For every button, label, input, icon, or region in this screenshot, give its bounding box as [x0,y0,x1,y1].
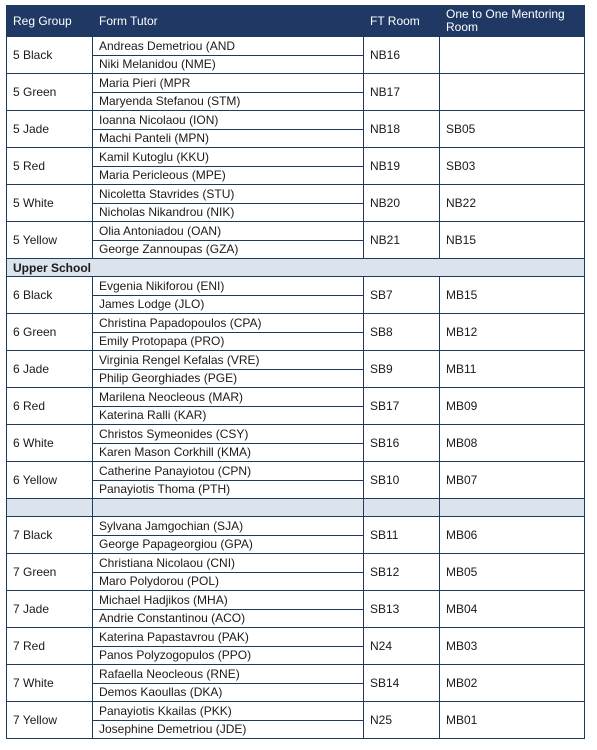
ft-room-cell: SB14 [364,665,440,702]
reg-group-cell: 5 Jade [7,111,93,148]
form-tutor-cell: Maria Pericleous (MPE) [93,166,364,185]
form-tutor-cell: George Papageorgiou (GPA) [93,535,364,554]
table-row [7,628,585,647]
ft-room-cell: SB12 [364,554,440,591]
reg-group-cell: 6 Red [7,388,93,425]
form-tutor-cell: Nicholas Nikandrou (NIK) [93,203,364,222]
form-tutor-cell: Christos Symeonides (CSY) [93,425,364,444]
reg-group-cell: 7 Black [7,517,93,554]
form-tutor-cell: Evgenia Nikiforou (ENI) [93,277,364,296]
form-tutor-cell: Marilena Neocleous (MAR) [93,388,364,407]
table-row [7,148,585,167]
mentoring-room-cell: MB01 [440,702,585,739]
table-row [7,591,585,610]
header-form-tutor: Form Tutor [93,6,364,37]
table-row [7,554,585,573]
reg-group-cell: 5 Black [7,37,93,74]
mentoring-room-cell: NB15 [440,222,585,259]
table-row [7,517,585,536]
form-tutor-cell: Philip Georghiades (PGE) [93,369,364,388]
table-row [7,222,585,241]
reg-group-cell: 5 Yellow [7,222,93,259]
reg-group-cell: 6 Black [7,277,93,314]
ft-room-cell: SB10 [364,462,440,499]
mentoring-room-cell: MB04 [440,591,585,628]
mentoring-room-cell: MB09 [440,388,585,425]
header-mentoring-room: One to One Mentoring Room [440,6,585,37]
form-tutor-cell: Andrie Constantinou (ACO) [93,609,364,628]
mentoring-room-cell: MB03 [440,628,585,665]
section-label-upper-school: Upper School [7,259,585,277]
section-row [7,259,585,277]
mentoring-room-cell [440,37,585,74]
mentoring-room-cell: MB05 [440,554,585,591]
table-row [7,665,585,684]
blank-cell [440,499,585,517]
mentoring-room-cell: SB05 [440,111,585,148]
form-groups-table [6,5,585,739]
table-row [7,425,585,444]
table-row [7,388,585,407]
blank-cell [364,499,440,517]
table-row [7,277,585,296]
reg-group-cell: 5 White [7,185,93,222]
mentoring-room-cell: MB12 [440,314,585,351]
ft-room-cell: SB9 [364,351,440,388]
ft-room-cell: NB19 [364,148,440,185]
mentoring-room-cell: MB06 [440,517,585,554]
mentoring-room-cell: MB08 [440,425,585,462]
mentoring-room-cell: NB22 [440,185,585,222]
blank-separator-row [7,499,585,517]
form-tutor-cell: Michael Hadjikos (MHA) [93,591,364,610]
form-tutor-cell: Machi Panteli (MPN) [93,129,364,148]
blank-cell [93,499,364,517]
reg-group-cell: 5 Red [7,148,93,185]
header-ft-room: FT Room [364,6,440,37]
mentoring-room-cell [440,74,585,111]
form-tutor-cell: Sylvana Jamgochian (SJA) [93,517,364,536]
table-row [7,74,585,93]
ft-room-cell: SB16 [364,425,440,462]
table-row [7,702,585,721]
ft-room-cell: N24 [364,628,440,665]
form-tutor-cell: Nicoletta Stavrides (STU) [93,185,364,204]
ft-room-cell: NB21 [364,222,440,259]
form-tutor-cell: Josephine Demetriou (JDE) [93,720,364,739]
form-tutor-cell: Christiana Nicolaou (CNI) [93,554,364,573]
reg-group-cell: 7 Jade [7,591,93,628]
ft-room-cell: NB18 [364,111,440,148]
form-tutor-cell: Katerina Ralli (KAR) [93,406,364,425]
form-tutor-cell: Karen Mason Corkhill (KMA) [93,443,364,462]
header-reg-group: Reg Group [7,6,93,37]
ft-room-cell: SB11 [364,517,440,554]
mentoring-room-cell: MB02 [440,665,585,702]
form-tutor-cell: Catherine Panayiotou (CPN) [93,462,364,481]
ft-room-cell: SB7 [364,277,440,314]
table-row [7,314,585,333]
form-tutor-cell: Maria Pieri (MPR [93,74,364,93]
form-tutor-cell: Niki Melanidou (NME) [93,55,364,74]
form-tutor-cell: Katerina Papastavrou (PAK) [93,628,364,647]
form-tutor-cell: Virginia Rengel Kefalas (VRE) [93,351,364,370]
reg-group-cell: 6 Jade [7,351,93,388]
form-tutor-cell: Panayiotis Kkailas (PKK) [93,702,364,721]
form-tutor-cell: Demos Kaoullas (DKA) [93,683,364,702]
table-row [7,37,585,56]
ft-room-cell: NB17 [364,74,440,111]
table-row [7,462,585,481]
reg-group-cell: 7 Green [7,554,93,591]
form-tutor-cell: Maro Polydorou (POL) [93,572,364,591]
table-row [7,185,585,204]
mentoring-room-cell: SB03 [440,148,585,185]
ft-room-cell: SB17 [364,388,440,425]
form-tutor-cell: Emily Protopapa (PRO) [93,332,364,351]
form-tutor-cell: Panayiotis Thoma (PTH) [93,480,364,499]
reg-group-cell: 7 Yellow [7,702,93,739]
blank-cell [7,499,93,517]
reg-group-cell: 6 Green [7,314,93,351]
form-tutor-cell: George Zannoupas (GZA) [93,240,364,259]
reg-group-cell: 5 Green [7,74,93,111]
table-body [7,37,585,739]
form-tutor-cell: Christina Papadopoulos (CPA) [93,314,364,333]
form-tutor-cell: Ioanna Nicolaou (ION) [93,111,364,130]
table-row [7,111,585,130]
form-tutor-cell: Olia Antoniadou (OAN) [93,222,364,241]
ft-room-cell: SB8 [364,314,440,351]
mentoring-room-cell: MB15 [440,277,585,314]
header-row [7,6,585,37]
ft-room-cell: SB13 [364,591,440,628]
ft-room-cell: NB20 [364,185,440,222]
reg-group-cell: 6 Yellow [7,462,93,499]
ft-room-cell: NB16 [364,37,440,74]
form-tutor-cell: James Lodge (JLO) [93,295,364,314]
mentoring-room-cell: MB07 [440,462,585,499]
form-tutor-cell: Kamil Kutoglu (KKU) [93,148,364,167]
form-tutor-cell: Panos Polyzogopulos (PPO) [93,646,364,665]
ft-room-cell: N25 [364,702,440,739]
reg-group-cell: 7 Red [7,628,93,665]
mentoring-room-cell: MB11 [440,351,585,388]
form-tutor-cell: Rafaella Neocleous (RNE) [93,665,364,684]
table-row [7,351,585,370]
reg-group-cell: 6 White [7,425,93,462]
form-tutor-cell: Andreas Demetriou (AND [93,37,364,56]
form-tutor-cell: Maryenda Stefanou (STM) [93,92,364,111]
reg-group-cell: 7 White [7,665,93,702]
